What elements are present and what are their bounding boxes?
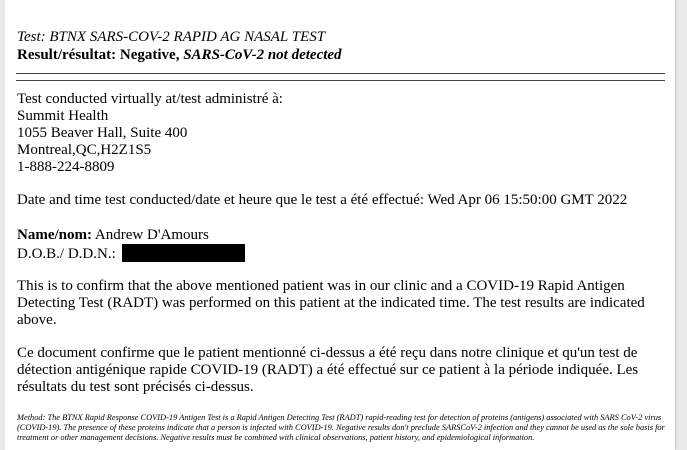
clinic-phone: 1-888-224-8809 bbox=[17, 159, 115, 175]
patient-name: Andrew D'Amours bbox=[92, 227, 209, 243]
patient-name-row bbox=[17, 227, 245, 244]
test-datetime bbox=[17, 192, 627, 209]
confirmation-french: Ce document confirme que le patient mentionné ci-dessus a été reçu dans notre clinique et qu'un test de détection antigénique rapide COVID-19 (RADT) a été effectué sur ce patient à la période indiquée. Les résultats du test sont précisés ci-dessus. bbox=[17, 345, 639, 395]
test-location bbox=[17, 91, 283, 176]
datetime-value: Wed Apr 06 15:50:00 GMT 2022 bbox=[427, 192, 628, 208]
patient-dob-row bbox=[17, 244, 245, 263]
location-intro: Test conducted virtually at/test administré à: bbox=[17, 91, 283, 107]
clinic-street: 1055 Beaver Hall, Suite 400 bbox=[17, 125, 188, 141]
name-label: Name/nom: bbox=[17, 227, 92, 243]
patient-info bbox=[17, 227, 245, 263]
test-name: Test: BTNX SARS-COV-2 RAPID AG NASAL TEST bbox=[17, 29, 326, 45]
result-detail: SARS-CoV-2 not detected bbox=[183, 47, 342, 63]
method-note: Method: The BTNX Rapid Response COVID-19 Antigen Test is a Rapid Antigen Detecting Test (RADT) rapid-reading test for detection of proteins (antigens) associated with SARS CoV-2 virus (COVID-19). The presence of these proteins indicate that a person is infected with COVID-19. Negative results don't preclude SARSCoV-2 infection and they cannot be used as the sole basis for treatment or other management decisions. Negative results must be combined with clinical observations, patient history, and epidemiological information. bbox=[17, 413, 665, 442]
datetime-label: Date and time test conducted/date et heure que le test a été effectué: bbox=[17, 192, 428, 208]
clinic-name: Summit Health bbox=[17, 108, 109, 124]
document-page bbox=[5, 0, 675, 450]
clinic-city: Montreal,QC,H2Z1S5 bbox=[17, 142, 152, 158]
divider-top bbox=[16, 73, 665, 74]
confirmation-english: This is to confirm that the above mentioned patient was in our clinic and a COVID-19 Rapid Antigen Detecting Test (RADT) was performed on this patient at the indicated time. The test results are indicated above. bbox=[17, 278, 645, 328]
test-result bbox=[17, 47, 342, 64]
divider-bottom bbox=[16, 80, 665, 81]
dob-redaction bbox=[122, 244, 245, 262]
result-label: Result/résultat: Negative, bbox=[17, 47, 184, 63]
dob-label: D.O.B./ D.D.N.: bbox=[17, 246, 116, 262]
